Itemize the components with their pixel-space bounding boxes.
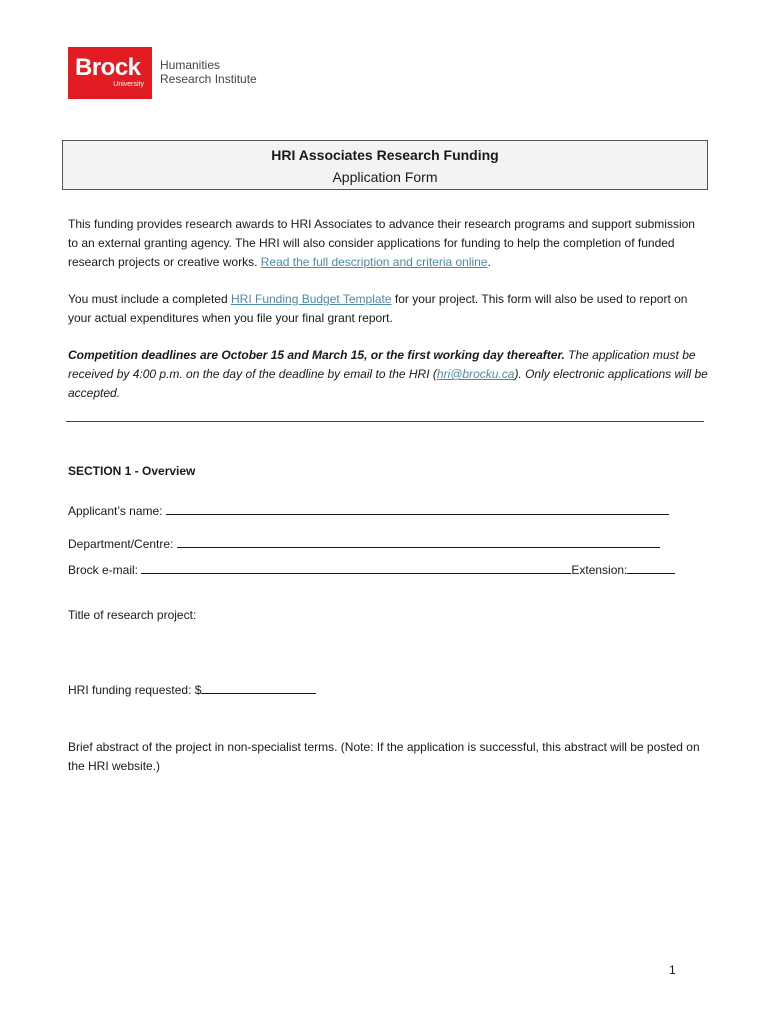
email-label: Brock e-mail: [68,563,139,577]
description-link[interactable]: Read the full description and criteria online [260,255,488,269]
deadline-end: ). Only electronic applications will be accepted. [68,367,708,400]
brock-logo [68,47,152,99]
logo-subtext: University [113,81,144,88]
institute-line-1: Humanities [160,58,221,72]
extension-label: Extension: [571,563,628,577]
abstract-label: Brief abstract of the project in non-specialist terms. (Note: If the application is successful, this abstract will be posted on the HRI website.) [68,740,700,773]
logo-wordmark: Brock [75,54,141,81]
budget-template-link[interactable]: HRI Funding Budget Template [231,292,392,306]
intro-text: This funding provides research awards to HRI Associates to advance their research programs and support submission to an external granting agency. The HRI will also consider applications for funding to help the completion of funded research projects or creative works. [68,217,695,269]
intro-end: . [487,255,491,269]
department-input[interactable] [177,536,660,548]
institute-line-2: Research Institute [160,72,257,86]
email-input[interactable] [141,562,571,574]
budget-paragraph [68,290,708,328]
form-subtitle: Application Form [332,169,438,185]
project-title-label: Title of research project: [68,608,197,622]
deadline-paragraph [68,346,708,403]
department-field [68,536,660,552]
intro-paragraph [68,215,708,272]
applicant-name-field [68,503,669,519]
extension-input[interactable] [627,562,675,574]
form-title-box [62,140,708,190]
institute-name [160,58,257,86]
email-field [68,562,675,578]
budget-text-end: for your project. This form will also be used to report on your actual expenditures when you file your final grant report. [68,292,688,325]
deadline-bold: Competition deadlines are October 15 and March 15, or the first working day thereafter. [68,348,565,362]
applicant-name-label: Applicant’s name: [68,504,163,518]
funding-label: HRI funding requested: $ [68,683,202,697]
hri-email-link[interactable]: hri@brocku.ca [436,367,515,381]
funding-field [68,682,316,698]
section-divider [66,421,704,422]
department-label: Department/Centre: [68,537,174,551]
section-1-heading: SECTION 1 - Overview [68,464,196,478]
applicant-name-input[interactable] [166,503,669,515]
form-title: HRI Associates Research Funding [271,147,499,163]
funding-input[interactable] [201,682,316,694]
deadline-mid: The application must be received by 4:00 p.m. on the day of the deadline by email to the HRI ( [68,348,696,381]
page-number: 1 [669,963,676,977]
budget-text-start: You must include a completed [68,292,231,306]
